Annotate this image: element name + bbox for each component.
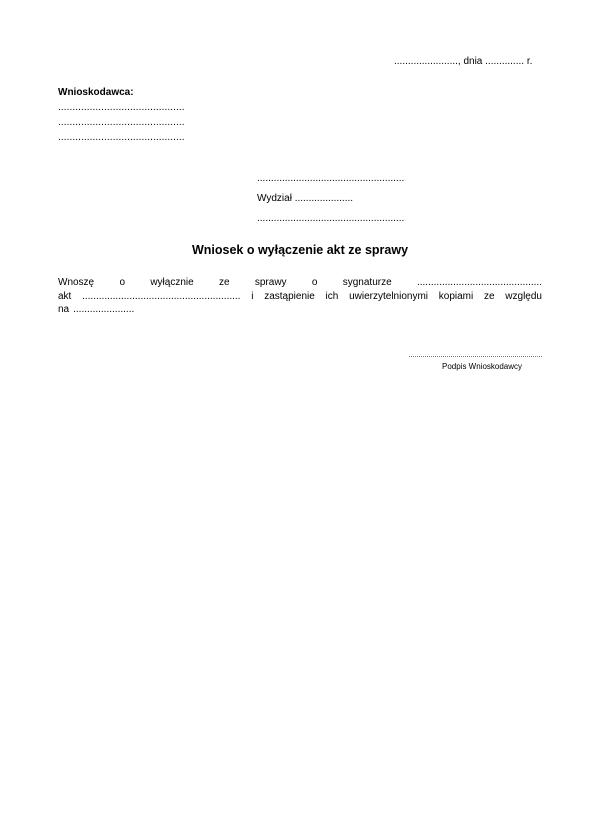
- body-word: Wnoszę: [58, 277, 95, 288]
- document-body: [58, 276, 542, 317]
- body-word: ze: [218, 277, 230, 288]
- body-word: sprawy: [254, 277, 287, 288]
- applicant-label: Wnioskodawca:: [58, 87, 134, 98]
- body-word: i: [251, 290, 254, 302]
- body-word: o: [311, 277, 318, 288]
- applicant-line-1: ............................................: [58, 102, 185, 113]
- applicant-line-2: ............................................: [58, 117, 185, 128]
- body-word: zastąpienie: [264, 290, 315, 302]
- document-title: Wniosek o wyłączenie akt ze sprawy: [191, 243, 409, 257]
- addressee-line-3: .....................................................: [257, 213, 405, 224]
- body-word: o: [119, 277, 125, 288]
- body-word: względu: [505, 290, 542, 302]
- body-word: sygnaturze: [342, 277, 392, 288]
- body-word: wyłącznie: [150, 277, 194, 288]
- place-date-line: ......................., dnia .............. r.: [394, 56, 533, 67]
- addressee-department: Wydział .....................: [257, 193, 354, 204]
- body-word: kopiami: [438, 290, 474, 302]
- body-word: ze: [483, 290, 495, 302]
- body-word: na: [58, 304, 70, 315]
- body-line-2: [58, 290, 542, 304]
- addressee-line-1: .....................................................: [257, 173, 405, 184]
- body-word: uwierzytelnionymi: [349, 290, 429, 302]
- signature-line: [409, 356, 542, 357]
- reason-blank: ......................: [73, 304, 135, 315]
- body-word: ich: [325, 290, 339, 302]
- applicant-line-3: ............................................: [58, 132, 185, 143]
- body-line-1: [58, 276, 542, 290]
- signature-number-blank: .............................................: [416, 277, 542, 288]
- signature-label: Podpis Wnioskodawcy: [442, 362, 523, 371]
- body-word: akt: [58, 290, 72, 302]
- files-blank: .........................................................: [82, 290, 241, 302]
- body-line-3: [58, 303, 542, 317]
